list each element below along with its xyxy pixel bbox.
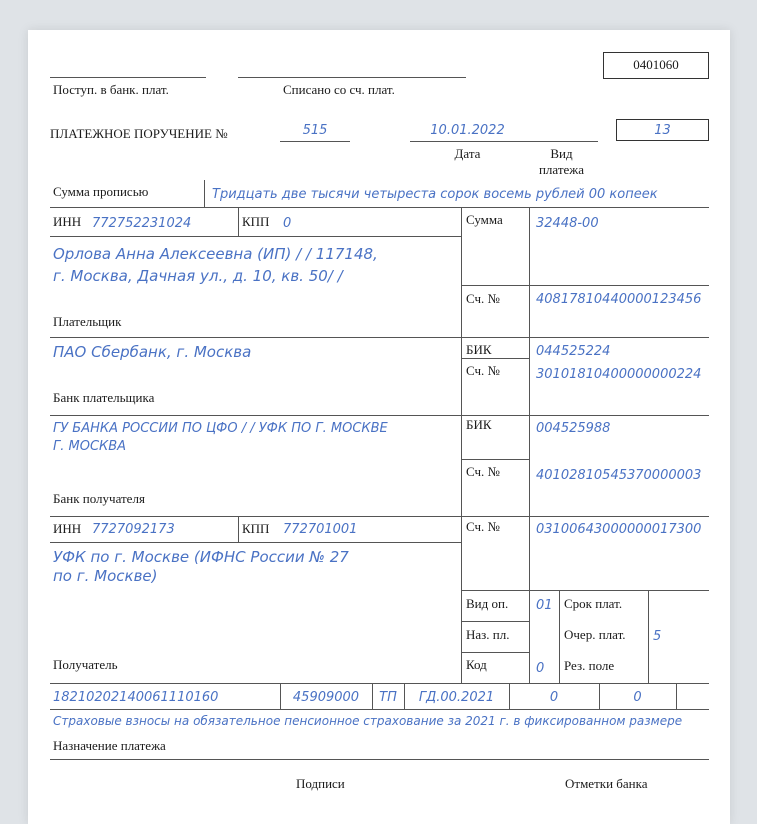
status-code: 13	[654, 123, 671, 138]
recipient-inn: 7727092173	[92, 522, 175, 537]
purpose-label: Назначение платежа	[53, 738, 166, 753]
recipient-bank-bik: 004525988	[536, 421, 611, 436]
payer-bank-bik-label: БИК	[466, 342, 492, 357]
tax-kbk: 18210202140061110160	[53, 690, 219, 705]
due-label: Срок плат.	[564, 596, 623, 611]
recipient-bank-label: Банк получателя	[53, 491, 145, 506]
tax-period: ГД.00.2021	[418, 690, 495, 705]
amount-words-label: Сумма прописью	[53, 184, 149, 199]
recipient-account: 03100643000000017300	[536, 522, 702, 537]
reserve-label: Рез. поле	[564, 658, 615, 673]
recipient-inn-label: ИНН	[53, 521, 82, 536]
code-label: Код	[466, 657, 487, 672]
tax-doc-date: 0	[633, 690, 642, 705]
recipient-bank-name-line1: ГУ БАНКА РОССИИ ПО ЦФО / / УФК ПО Г. МОСКВЕ	[53, 421, 388, 436]
purpose-text: Страховые взносы на обязательное пенсионное страхование за 2021 г. в фиксированном размере	[53, 714, 683, 728]
code-value: 0	[536, 661, 545, 676]
amount-label: Сумма	[466, 212, 503, 227]
amount-value: 32448-00	[536, 216, 599, 231]
tax-oktmo: 45909000	[292, 690, 360, 705]
bank-marks-label: Отметки банка	[565, 776, 648, 791]
signatures-label: Подписи	[296, 776, 345, 791]
payer-kpp: 0	[283, 216, 292, 231]
tax-doc-number: 0	[549, 690, 559, 705]
payer-bank-account-label: Сч. №	[466, 363, 500, 378]
payer-bank-account: 30101810400000000224	[536, 367, 702, 382]
payment-order-sheet	[28, 30, 730, 824]
payer-name-line2: г. Москва, Дачная ул., д. 10, кв. 50/ /	[53, 267, 343, 285]
payer-kpp-label: КПП	[242, 214, 270, 229]
document-number: 515	[302, 123, 328, 138]
payment-type-label-2: платежа	[538, 162, 585, 177]
payer-label: Плательщик	[53, 314, 122, 329]
payer-account-label: Сч. №	[466, 291, 500, 306]
recipient-name-line1: УФК по г. Москве (ИФНС России № 27	[53, 548, 349, 566]
recipient-account-label: Сч. №	[466, 519, 500, 534]
date-label: Дата	[454, 146, 481, 161]
order-label: Очер. плат.	[564, 627, 626, 642]
recipient-kpp: 772701001	[283, 522, 358, 537]
payer-account: 40817810440000123456	[536, 292, 702, 307]
recipient-kpp-label: КПП	[242, 521, 270, 536]
payer-bank-name: ПАО Сбербанк, г. Москва	[53, 343, 252, 361]
payer-bank-bik: 044525224	[536, 344, 611, 359]
amount-words: Тридцать две тысячи четыреста сорок восемь рублей 00 копеек	[212, 187, 658, 202]
payer-name-line1: Орлова Анна Алексеевна (ИП) / / 117148,	[53, 245, 378, 263]
recipient-bank-account: 40102810545370000003	[536, 468, 702, 483]
tax-basis: ТП	[379, 690, 397, 705]
recipient-bank-bik-label: БИК	[466, 417, 492, 432]
document-title: ПЛАТЕЖНОЕ ПОРУЧЕНИЕ №	[50, 126, 228, 141]
payment-type-label: Вид	[550, 146, 573, 161]
received-label: Поступ. в банк. плат.	[53, 82, 169, 97]
payer-inn: 772752231024	[92, 216, 192, 231]
recipient-bank-account-label: Сч. №	[466, 464, 500, 479]
debited-label: Списано со сч. плат.	[283, 82, 395, 97]
order-value: 5	[653, 629, 662, 644]
op-type-label: Вид оп.	[466, 596, 509, 611]
purpose-code-label: Наз. пл.	[466, 627, 510, 642]
form-code: 0401060	[633, 57, 679, 72]
payer-inn-label: ИНН	[53, 214, 82, 229]
recipient-bank-name-line2: Г. МОСКВА	[53, 439, 127, 454]
op-type: 01	[536, 598, 553, 613]
recipient-name-line2: по г. Москве)	[53, 567, 158, 585]
recipient-label: Получатель	[53, 657, 118, 672]
payer-bank-label: Банк плательщика	[53, 390, 155, 405]
document-date: 10.01.2022	[430, 123, 505, 138]
